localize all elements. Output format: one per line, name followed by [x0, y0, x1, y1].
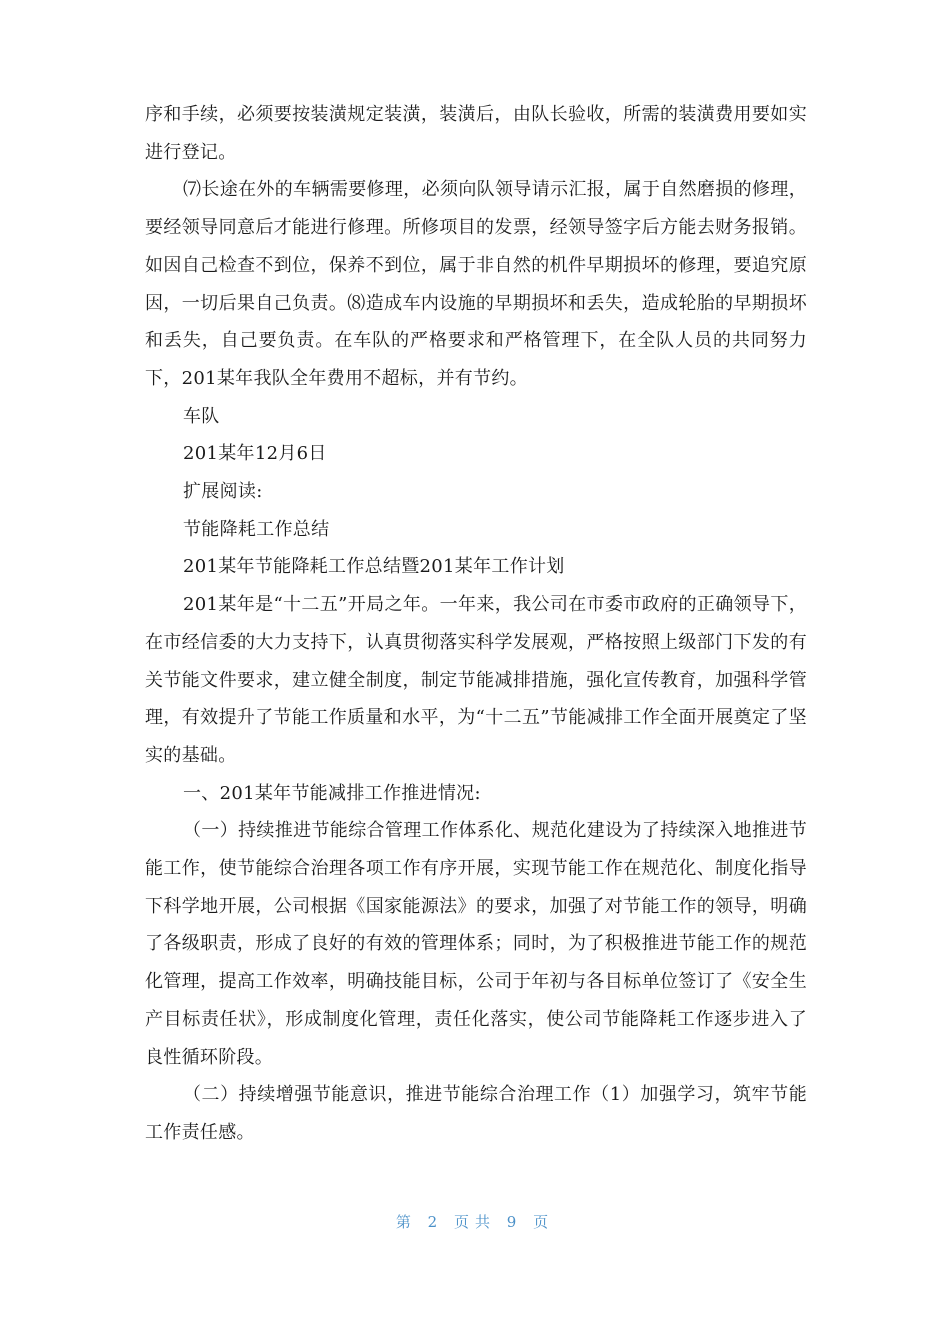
heading-progress: 一、201某年节能减排工作推进情况: — [183, 782, 481, 804]
section-subtitle: 201某年节能降耗工作总结暨201某年工作计划 — [183, 556, 565, 578]
paragraph-awareness: （二）持续增强节能意识，推进节能综合治理工作（1）加强学习，筑牢节能工作责任感。 — [145, 1084, 807, 1143]
paragraph-management-system: （一）持续推进节能综合管理工作体系化、规范化建设为了持续深入地推进节能工作，使节能综合治理各项工作有序开展，实现节能工作在规范化、制度化指导下科学地开展，公司根据《国家能源法》的要求，加强了对节能工作的领导，明确了各级职责，形成了良好的有效的管理体系；同时，为了积极推进节能工作的规范化管理，提高工作效率，明确技能目标，公司于年初与各目标单位签订了《安全生产目标责任状》，形成制度化管理，责任化落实，使公司节能降耗工作逐步进入了良性循环阶段。 — [145, 820, 807, 1068]
page-footer — [0, 1211, 950, 1232]
section-title: 节能降耗工作总结 — [183, 518, 330, 540]
paragraph-vehicle-repair: ⑺长途在外的车辆需要修理，必须向队领导请示汇报，属于自然磨损的修理，要经领导同意后才能进行修理。所修项目的发票，经领导签字后方能去财务报销。如因自己检查不到位，保养不到位，属于非自然的机件早期损坏的修理，要追究原因，一切后果自己负责。⑻造成车内设施的早期损坏和丢失，造成轮胎的早期损坏和丢失，自己要负责。在车队的严格要求和严格管理下，在全队人员的共同努力下，201某年我队全年费用不超标，并有节约。 — [145, 179, 807, 389]
paragraph-intro: 201某年是“十二五”开局之年。一年来，我公司在市委市政府的正确领导下，在市经信委的大力支持下，认真贯彻落实科学发展观，严格按照上级部门下发的有关节能文件要求，建立健全制度，制定节能减排措施，强化宣传教育，加强科学管理，有效提升了节能工作质量和水平，为“十二五”节能减排工作全面开展奠定了坚实的基础。 — [145, 594, 807, 766]
page-number-label: 第 2 页共 9 页 — [395, 1213, 555, 1231]
signature-team: 车队 — [183, 405, 220, 427]
signature-date: 201某年12月6日 — [183, 443, 327, 465]
extended-reading-label: 扩展阅读: — [183, 481, 263, 503]
paragraph-decoration-procedure: 序和手续，必须要按装潢规定装潢，装潢后，由队长验收，所需的装潢费用要如实进行登记。 — [145, 104, 807, 163]
document-body — [145, 96, 807, 1152]
